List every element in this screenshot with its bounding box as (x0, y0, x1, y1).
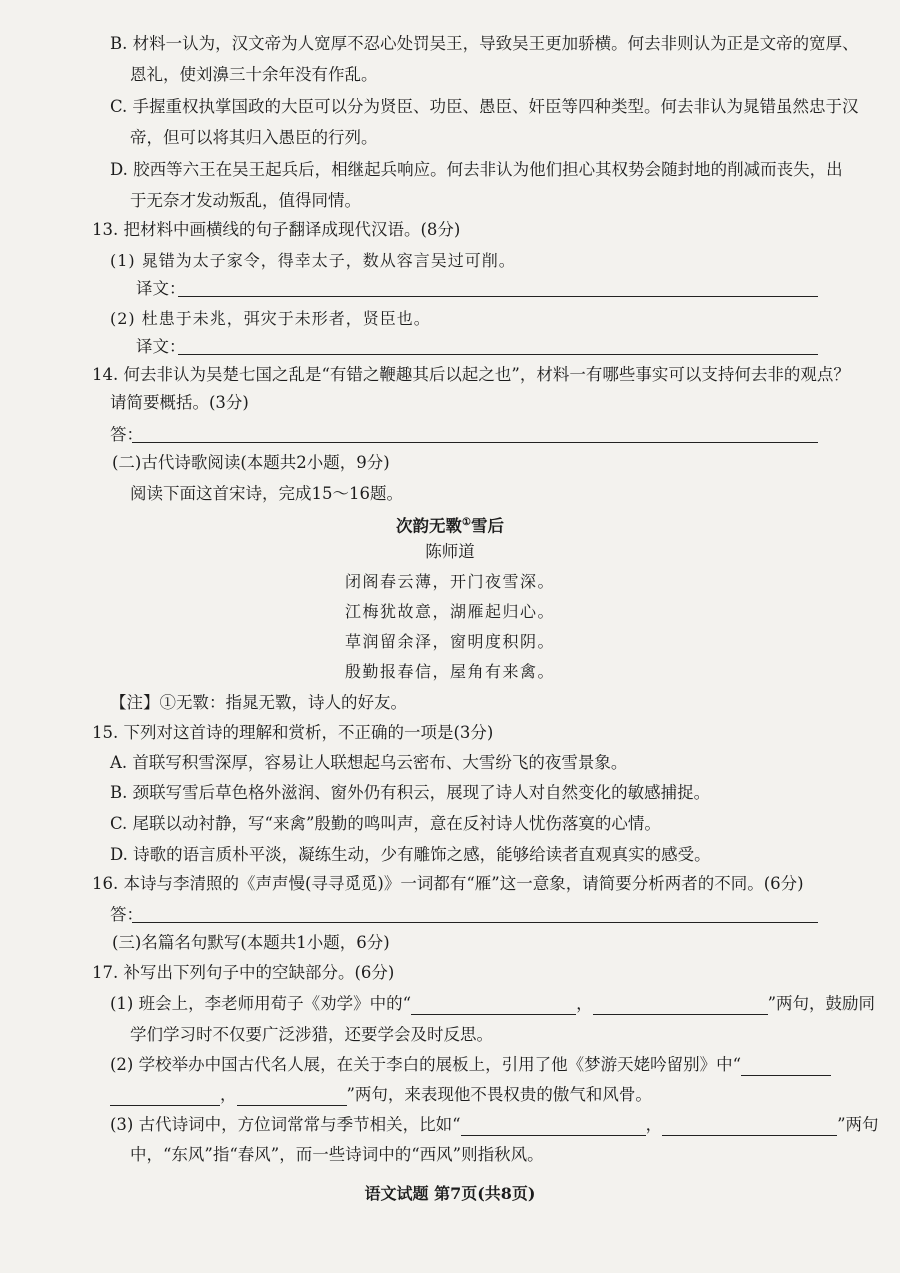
q13-translation-1-line[interactable] (178, 296, 818, 297)
q12-option-b-line2: 恩礼，使刘濞三十余年没有作乱。 (130, 65, 378, 84)
q17-stem: 17. 补写出下列句子中的空缺部分。(6分) (92, 963, 395, 982)
poem-title: 次韵无斁①雪后 (396, 516, 504, 536)
q15-option-b: B. 颈联写雪后草色格外滋润、窗外仍有积云，展现了诗人对自然变化的敏感捕捉。 (110, 783, 711, 802)
q17-item-2: (2) 学校举办中国古代名人展，在关于李白的展板上，引用了他《梦游天姥吟留别》中“ (110, 1054, 831, 1076)
q17-blank-2a[interactable] (741, 1060, 831, 1076)
poem-author: 陈师道 (425, 542, 475, 561)
q17-blank-2a-cont[interactable] (110, 1090, 220, 1106)
poem-line-4: 殷勤报春信，屋角有来禽。 (344, 662, 555, 681)
q12-option-d-line2: 于无奈才发动叛乱，值得同情。 (130, 191, 361, 210)
q12-option-d-line1: D. 胶西等六王在吴王起兵后，相继起兵响应。何去非认为他们担心其权势会随封地的削减而丧失，出 (110, 160, 843, 179)
q15-option-d: D. 诗歌的语言质朴平淡，凝练生动，少有雕饰之感，能够给读者直观真实的感受。 (110, 845, 711, 864)
q12-option-c-line1: C. 手握重权执掌国政的大臣可以分为贤臣、功臣、愚臣、奸臣等四种类型。何去非认为晁错虽然忠于汉 (110, 97, 859, 116)
q17-blank-3a[interactable] (461, 1120, 646, 1136)
page-footer: 语文试题 第7页(共8页) (364, 1184, 536, 1203)
q14-stem-line1: 14. 何去非认为吴楚七国之乱是“有错之鞭趣其后以起之也”，材料一有哪些事实可以支持何去非的观点？ (92, 365, 850, 384)
q13-translation-1-label: 译文： (136, 279, 186, 298)
q15-option-c: C. 尾联以动衬静，写“来禽”殷勤的鸣叫声，意在反衬诗人忧伤落寞的心情。 (110, 814, 661, 833)
q17-blank-2b[interactable] (237, 1090, 347, 1106)
q14-stem-line2: 请简要概括。(3分) (110, 393, 249, 412)
poem-line-1: 闭阁春云薄，开门夜雪深。 (344, 572, 555, 591)
q16-answer-line[interactable] (132, 922, 818, 923)
q12-option-c-line2: 帝，但可以将其归入愚臣的行列。 (130, 128, 378, 147)
poem-note: 【注】①无斁：指晁无斁，诗人的好友。 (110, 693, 407, 712)
q16-stem: 16. 本诗与李清照的《声声慢(寻寻觅觅)》一词都有“雁”这一意象，请简要分析两者的不同。(6分) (92, 874, 804, 893)
q17-blank-1b[interactable] (593, 999, 768, 1015)
poem-line-3: 草润留余泽，窗明度积阴。 (344, 632, 555, 651)
poem-line-2: 江梅犹故意，湖雁起归心。 (344, 602, 555, 621)
q17-blank-1a[interactable] (411, 999, 576, 1015)
section2-intro: 阅读下面这首宋诗，完成15～16题。 (130, 484, 403, 503)
q13-sentence-2: (2) 杜患于未兆，弭灾于未形者，贤臣也。 (110, 309, 431, 328)
q17-item-2-cont: ， ”两句，来表现他不畏权贵的傲气和风骨。 (110, 1084, 652, 1106)
q16-answer-label: 答： (110, 905, 143, 924)
q14-answer-label: 答： (110, 425, 143, 444)
q17-item-1: (1) 班会上，李老师用荀子《劝学》中的“ ， ”两句，鼓励同 (110, 994, 875, 1013)
q14-answer-line[interactable] (132, 442, 818, 443)
q17-item-3: (3) 古代诗词中，方位词常常与季节相关，比如“ ， ”两句 (110, 1115, 879, 1134)
q17-blank-3b[interactable] (662, 1120, 837, 1136)
q15-option-a: A. 首联写积雪深厚，容易让人联想起乌云密布、大雪纷飞的夜雪景象。 (110, 753, 628, 772)
q15-stem: 15. 下列对这首诗的理解和赏析，不正确的一项是(3分) (92, 723, 494, 742)
q17-item-1-cont: 学们学习时不仅要广泛涉猎，还要学会及时反思。 (130, 1025, 493, 1044)
q13-stem: 13. 把材料中画横线的句子翻译成现代汉语。(8分) (92, 220, 461, 239)
section3-title: (三)名篇名句默写(本题共1小题，6分) (112, 933, 390, 952)
section2-title: (二)古代诗歌阅读(本题共2小题，9分) (112, 453, 390, 472)
q13-translation-2-label: 译文： (136, 337, 186, 356)
q12-option-b-line1: B. 材料一认为，汉文帝为人宽厚不忍心处罚吴王，导致吴王更加骄横。何去非则认为正是文帝的宽厚、 (110, 34, 859, 53)
q13-translation-2-line[interactable] (178, 354, 818, 355)
q13-sentence-1: (1) 晁错为太子家令，得幸太子，数从容言吴过可削。 (110, 251, 516, 270)
q17-item-3-cont: 中，“东风”指“春风”，而一些诗词中的“西风”则指秋风。 (130, 1145, 544, 1164)
